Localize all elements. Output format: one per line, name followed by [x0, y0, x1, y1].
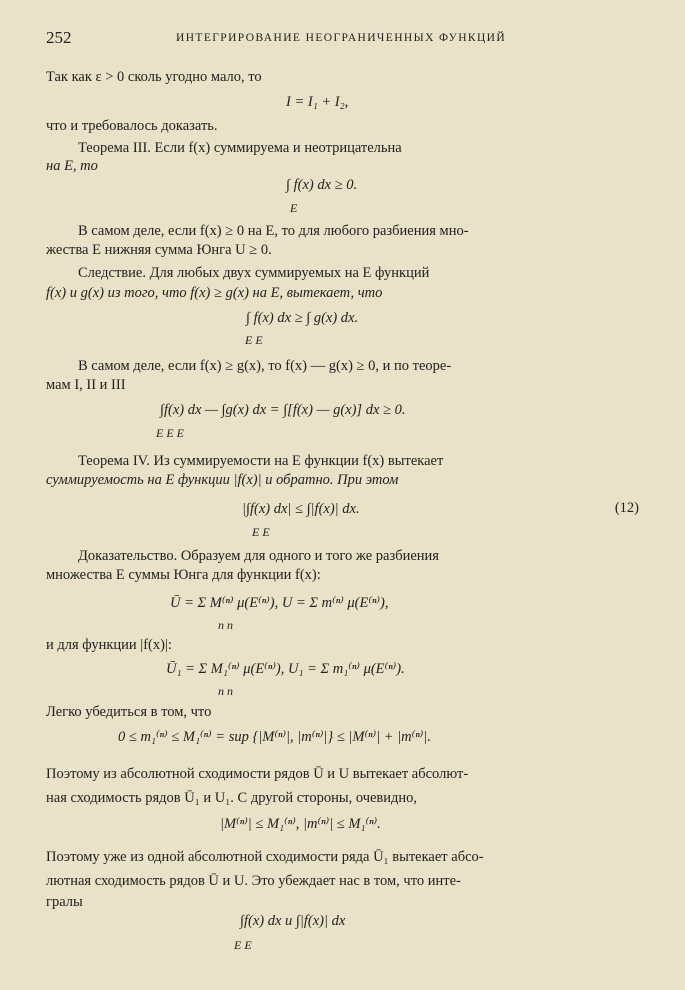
page-header: [46, 28, 646, 52]
formula-line: 0 ≤ m₁⁽ⁿ⁾ ≤ M₁⁽ⁿ⁾ = sup {|M⁽ⁿ⁾|, |m⁽ⁿ⁾|} ≤ |M⁽ⁿ⁾| + |m⁽ⁿ⁾|.: [118, 729, 431, 745]
text-line: что и требовалось доказать.: [46, 118, 218, 134]
text-line: жества E нижняя сумма Юнга U ≥ 0.: [46, 242, 272, 258]
integral-subscript: E E: [252, 525, 270, 539]
text-line: лютная сходимость рядов Ū и U. Это убеждает нас в том, что инте-: [46, 873, 461, 889]
theorem-heading: Теорема IV. Из суммируемости на E функции f(x) вытекает: [78, 453, 444, 469]
text-line: на E, то: [46, 158, 98, 174]
formula-line: I = I₁ + I₂,: [286, 94, 349, 110]
formula-line: Ū₁ = Σ M₁⁽ⁿ⁾ μ(E⁽ⁿ⁾), U₁ = Σ m₁⁽ⁿ⁾ μ(E⁽ⁿ⁾).: [166, 661, 405, 677]
equation-number: (12): [614, 500, 639, 516]
integral-subscript: E: [290, 201, 298, 215]
formula-line: ∫ f(x) dx ≥ ∫ g(x) dx.: [246, 310, 359, 326]
text-line: мам I, II и III: [46, 377, 126, 393]
running-title: ИНТЕГРИРОВАНИЕ НЕОГРАНИЧЕННЫХ ФУНКЦИЙ: [176, 32, 507, 44]
integral-subscript: E E E: [156, 426, 184, 440]
integral-subscript: E E: [245, 333, 263, 347]
formula-line: ∫ f(x) dx ≥ 0.: [286, 177, 358, 193]
text-line: f(x) и g(x) из того, что f(x) ≥ g(x) на E, вытекает, что: [46, 285, 383, 301]
proof-heading: Доказательство. Образуем для одного и того же разбиения: [78, 548, 439, 564]
text-line: суммируемость на E функции |f(x)| и обратно. При этом: [46, 472, 399, 488]
formula-line: ∫f(x) dx и ∫|f(x)| dx: [240, 913, 346, 929]
text-line: множества E суммы Юнга для функции f(x):: [46, 567, 321, 583]
text-line: В самом деле, если f(x) ≥ 0 на E, то для любого разбиения мно-: [78, 223, 469, 239]
sum-subscript: n n: [218, 618, 233, 632]
formula-line: ∫f(x) dx — ∫g(x) dx = ∫[f(x) — g(x)] dx ≥ 0.: [160, 402, 406, 418]
integral-subscript: E E: [234, 938, 252, 952]
text-line: Поэтому уже из одной абсолютной сходимости ряда Ū₁ вытекает абсо-: [46, 849, 484, 865]
text-line: Легко убедиться в том, что: [46, 704, 212, 720]
page-number: 252: [46, 28, 72, 47]
sum-subscript: n n: [218, 684, 233, 698]
text-line: Поэтому из абсолютной сходимости рядов Ū и U вытекает абсолют-: [46, 766, 469, 782]
formula-line: Ū = Σ M⁽ⁿ⁾ μ(E⁽ⁿ⁾), U = Σ m⁽ⁿ⁾ μ(E⁽ⁿ⁾),: [170, 595, 389, 611]
text-line: ная сходимость рядов Ū₁ и U₁. С другой стороны, очевидно,: [46, 790, 418, 806]
text-line: гралы: [46, 894, 83, 910]
theorem-heading: Теорема III. Если f(x) суммируема и неотрицательна: [78, 140, 402, 156]
corollary-heading: Следствие. Для любых двух суммируемых на E функций: [78, 265, 430, 281]
formula-line: |M⁽ⁿ⁾| ≤ M₁⁽ⁿ⁾, |m⁽ⁿ⁾| ≤ M₁⁽ⁿ⁾.: [220, 816, 381, 832]
text-line: В самом деле, если f(x) ≥ g(x), то f(x) — g(x) ≥ 0, и по теоре-: [78, 358, 452, 374]
text-line: Так как ε > 0 сколь угодно мало, то: [46, 69, 262, 85]
text-line: и для функции |f(x)|:: [46, 637, 172, 653]
formula-line: |∫f(x) dx| ≤ ∫|f(x)| dx.: [242, 501, 360, 517]
